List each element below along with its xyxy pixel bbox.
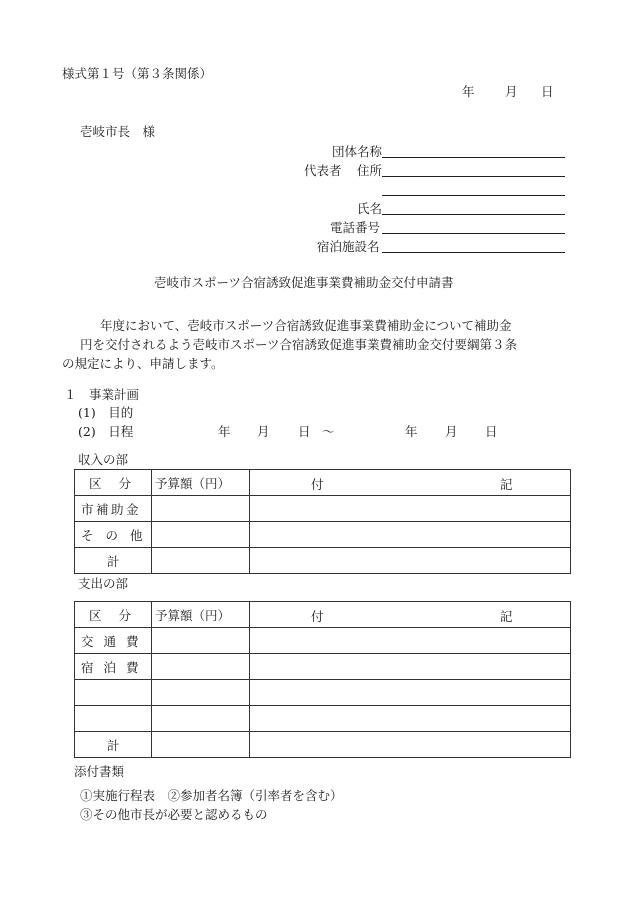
schedule-end-day: 日 [485, 424, 498, 439]
name-line[interactable] [382, 214, 565, 215]
income-budget-cell[interactable] [152, 548, 250, 574]
address-line-2[interactable] [382, 195, 565, 196]
plan-heading: １ 事業計画 [64, 387, 140, 402]
income-note-cell[interactable] [250, 522, 571, 548]
expense-col-note-1: 付 [311, 609, 324, 624]
attachments-heading: 添付書類 [74, 764, 125, 779]
expense-col-kubun-1: 区 [89, 607, 102, 623]
expense-note-cell[interactable] [250, 706, 571, 732]
income-col-kubun [75, 470, 152, 496]
income-col-budget: 予算額（円） [152, 470, 250, 496]
name-label: 氏名 [357, 201, 383, 216]
representative-label: 代表者 [304, 163, 342, 178]
income-table [74, 469, 571, 574]
plan-purpose: (1) 目的 [78, 405, 134, 420]
income-row-total [75, 548, 571, 574]
address-label: 住所 [357, 163, 383, 178]
income-col-kubun-1: 区 [89, 475, 102, 491]
expense-budget-cell[interactable] [152, 732, 250, 758]
income-col-note [250, 470, 571, 496]
date-month-label: 月 [505, 84, 518, 99]
income-row-subsidy [75, 496, 571, 522]
attachments-line-1: ①実施行程表 ②参加者名簿（引率者を含む） [80, 788, 343, 803]
body-line-2: 円を交付されるよう壱岐市スポーツ合宿誘致促進事業費補助金交付要綱第３条 [80, 337, 518, 352]
expense-row-transport [75, 628, 571, 654]
income-col-note-2: 記 [500, 477, 513, 492]
income-col-kubun-2: 分 [118, 475, 131, 491]
phone-label: 電話番号 [330, 220, 381, 235]
expense-row-lodging [75, 654, 571, 680]
schedule-start-month: 月 [257, 424, 270, 439]
expense-col-budget: 予算額（円） [152, 602, 250, 628]
phone-line[interactable] [382, 233, 565, 234]
income-budget-cell[interactable] [152, 496, 250, 522]
plan-schedule: (2) 日程 [78, 424, 134, 439]
income-row-label: その他 [75, 522, 152, 548]
addressee: 壱岐市長 様 [80, 124, 156, 139]
expense-col-note-2: 記 [500, 609, 513, 624]
income-row-other [75, 522, 571, 548]
date-day-label: 日 [541, 84, 554, 99]
group-name-line[interactable] [382, 157, 565, 158]
body-line-3: の規定により、申請します。 [62, 356, 224, 371]
expense-budget-cell[interactable] [152, 654, 250, 680]
income-note-cell[interactable] [250, 496, 571, 522]
expense-note-cell[interactable] [250, 732, 571, 758]
schedule-start-year: 年 [218, 424, 231, 439]
form-number: 様式第１号（第３条関係） [62, 66, 213, 81]
schedule-end-year: 年 [405, 424, 418, 439]
income-budget-cell[interactable] [152, 522, 250, 548]
group-name-label: 団体名称 [332, 144, 383, 159]
body-line-1: 年度において、壱岐市スポーツ合宿誘致促進事業費補助金について補助金 [100, 318, 512, 333]
expense-row-label[interactable] [75, 706, 152, 732]
expense-row-label: 計 [75, 732, 152, 758]
expense-col-note [250, 602, 571, 628]
income-header-row [75, 470, 571, 496]
income-note-cell[interactable] [250, 548, 571, 574]
schedule-tilde: 〜 [322, 424, 335, 439]
expense-budget-cell[interactable] [152, 628, 250, 654]
schedule-start-day: 日 [298, 424, 311, 439]
expense-row-label: 交通費 [75, 628, 152, 654]
expense-row-label[interactable] [75, 680, 152, 706]
expense-row-blank-1 [75, 680, 571, 706]
facility-line[interactable] [382, 252, 565, 253]
expense-header-row [75, 602, 571, 628]
address-line[interactable] [382, 176, 565, 177]
income-row-label: 計 [75, 548, 152, 574]
income-heading: 収入の部 [78, 452, 129, 467]
expense-row-total [75, 732, 571, 758]
expense-note-cell[interactable] [250, 654, 571, 680]
expense-table [74, 601, 571, 758]
date-year-label: 年 [462, 84, 475, 99]
income-col-note-1: 付 [311, 477, 324, 492]
expense-col-kubun [75, 602, 152, 628]
income-row-label: 市補助金 [75, 496, 152, 522]
schedule-end-month: 月 [445, 424, 458, 439]
expense-budget-cell[interactable] [152, 706, 250, 732]
expense-row-blank-2 [75, 706, 571, 732]
expense-col-kubun-2: 分 [118, 607, 131, 623]
attachments-line-2: ③その他市長が必要と認めるもの [80, 807, 268, 822]
expense-budget-cell[interactable] [152, 680, 250, 706]
facility-label: 宿泊施設名 [317, 239, 380, 254]
expense-note-cell[interactable] [250, 680, 571, 706]
expense-heading: 支出の部 [78, 576, 129, 591]
expense-row-label: 宿泊費 [75, 654, 152, 680]
document-title: 壱岐市スポーツ合宿誘致促進事業費補助金交付申請書 [154, 275, 454, 290]
expense-note-cell[interactable] [250, 628, 571, 654]
